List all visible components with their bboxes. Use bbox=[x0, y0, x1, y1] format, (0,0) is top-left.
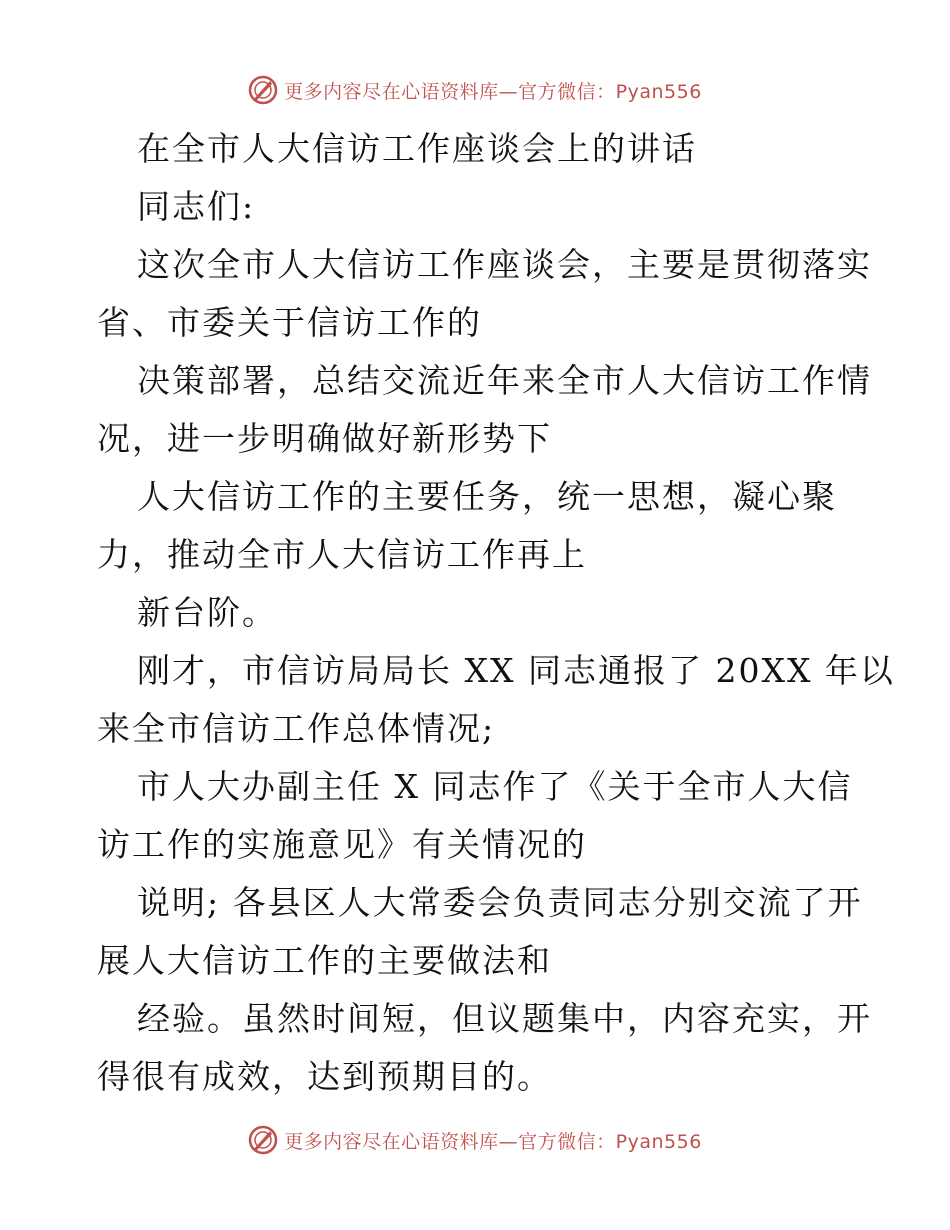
footer-separator: — bbox=[498, 1130, 519, 1153]
paragraph-line: 展人大信访工作的主要做法和 bbox=[97, 941, 552, 980]
document-title: 在全市人大信访工作座谈会上的讲话 bbox=[137, 129, 697, 168]
header-separator: — bbox=[498, 80, 519, 103]
header-banner-text bbox=[284, 77, 702, 104]
header-official-text: 官方微信：Pyan556 bbox=[518, 80, 702, 103]
paragraph-line: 省、市委关于信访工作的 bbox=[97, 303, 482, 342]
document-body bbox=[97, 120, 895, 1106]
paragraph-line: 访工作的实施意见》有关情况的 bbox=[97, 825, 587, 864]
quill-logo-icon bbox=[248, 1125, 278, 1155]
paragraph-line: 决策部署，总结交流近年来全市人大信访工作情 bbox=[137, 361, 872, 400]
paragraph-line: 来全市信访工作总体情况; bbox=[97, 709, 496, 748]
paragraph-line: 刚才，市信访局局长 XX 同志通报了 20XX 年以 bbox=[137, 651, 895, 690]
paragraph-line: 况，进一步明确做好新形势下 bbox=[97, 419, 552, 458]
header-brand-text: 更多内容尽在心语资料库 bbox=[284, 80, 499, 103]
quill-logo-icon bbox=[248, 75, 278, 105]
paragraph-line: 新台阶。 bbox=[137, 593, 277, 632]
paragraph-line: 人大信访工作的主要任务，统一思想，凝心聚 bbox=[137, 477, 837, 516]
paragraph-line: 说明; 各县区人大常委会负责同志分别交流了开 bbox=[137, 883, 863, 922]
footer-banner-text bbox=[284, 1127, 702, 1154]
paragraph-line: 得很有成效，达到预期目的。 bbox=[97, 1057, 552, 1096]
paragraph-line: 经验。虽然时间短，但议题集中，内容充实，开 bbox=[137, 999, 872, 1038]
paragraph-line: 市人大办副主任 X 同志作了《关于全市人大信 bbox=[137, 767, 853, 806]
header-banner bbox=[0, 70, 950, 110]
footer-banner bbox=[0, 1120, 950, 1160]
footer-official-text: 官方微信：Pyan556 bbox=[518, 1130, 702, 1153]
salutation: 同志们: bbox=[137, 187, 256, 226]
paragraph-line: 这次全市人大信访工作座谈会，主要是贯彻落实 bbox=[137, 245, 872, 284]
paragraph-line: 力，推动全市人大信访工作再上 bbox=[97, 535, 587, 574]
footer-brand-text: 更多内容尽在心语资料库 bbox=[284, 1130, 499, 1153]
